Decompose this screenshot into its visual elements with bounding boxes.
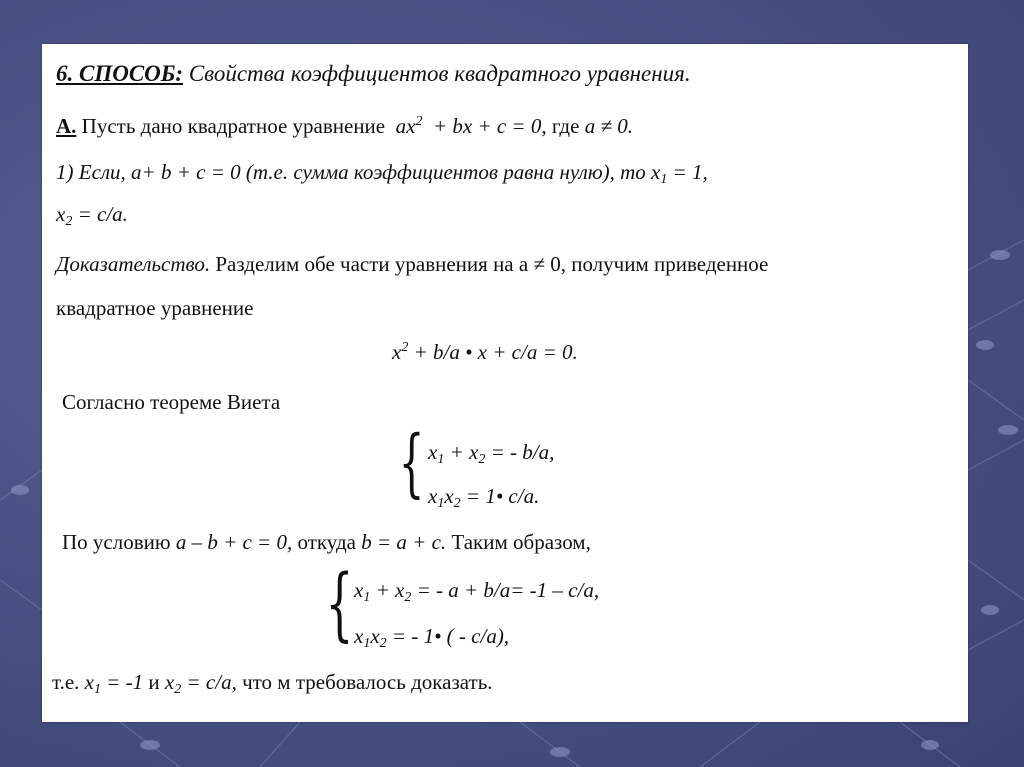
vieta-p-x1: x [428,484,438,508]
x2-value: = c/a. [72,202,128,226]
reduced-equation [392,342,578,363]
conclusion-line [52,670,493,697]
conclusion-x2-value: = c/a, [181,670,237,694]
vieta-sum-value: = - b/a, [485,440,555,464]
condition-text-3: Таким образом, [451,530,591,554]
system-brace-1: { [398,420,425,506]
sys2-sum-value: = - a + b/a= -1 – c/a, [411,578,600,602]
condition-text-1: По условию [62,530,171,554]
where-word: где [551,114,580,138]
slide-heading [56,62,691,85]
equation-rest: + bx + c = 0, [432,114,547,138]
vieta-sum [428,440,555,467]
vieta-sub1: 1 [437,452,445,467]
vieta-sub2: 2 [478,452,486,467]
vieta-plus-x2: + x [444,440,479,464]
heading-number: 6. СПОСОБ: [56,61,184,86]
slide-content-card [42,44,968,722]
vieta-p-x2: x [444,484,454,508]
vieta-intro [62,392,280,413]
rule-1-text: 1) Если, a+ b + c = 0 (т.е. сумма коэффициентов равна нулю), то x [56,160,661,184]
proof-text-2: квадратное уравнение [56,296,254,320]
condition-line [62,532,591,553]
sys2-plus-x2: + x [370,578,405,602]
sys2-p-sub2: 2 [379,636,387,651]
equation-exponent: 2 [415,114,423,129]
conclusion-te: т.е. [52,670,80,694]
rule-1-line [56,160,708,187]
proof-line-2 [56,298,253,319]
system-brace-2: { [325,557,354,650]
part-a-text: Пусть дано квадратное уравнение [81,114,386,138]
system2-product [354,624,510,651]
rule-1-tail: = 1, [667,160,708,184]
sys2-product-value: = - 1• ( - c/a), [386,624,510,648]
equation-ax: ax [395,114,416,138]
sys2-p-x2: x [370,624,380,648]
conclusion-sub1: 1 [94,682,101,697]
part-a-line [56,116,633,137]
sys2-x1: x [354,578,364,602]
vieta-intro-text: Согласно теореме Виета [62,390,281,414]
sys2-p-sub1: 1 [363,636,371,651]
condition-text-2: откуда [297,530,356,554]
vieta-p-sub1: 1 [437,496,445,511]
sys2-sub2: 2 [404,590,412,605]
conclusion-x1: x [84,670,94,694]
reduced-eq-exponent: 2 [401,340,409,355]
vieta-product-value: = 1• c/a. [460,484,540,508]
sys2-sub1: 1 [363,590,371,605]
conclusion-sub2: 2 [174,682,182,697]
conclusion-x2: x [164,670,175,694]
condition-a-nonzero: a ≠ 0. [584,114,633,138]
condition-b-value: b = a + c. [361,530,447,554]
part-a-label: А. [56,114,77,138]
proof-label: Доказательство. [56,252,211,276]
x2-subscript: 2 [65,214,73,229]
sys2-p-x1: x [354,624,364,648]
conclusion-end: что м требовалось доказать. [242,670,493,694]
x2-symbol: x [56,202,66,226]
vieta-product [428,484,540,511]
vieta-x1: x [428,440,438,464]
rule-1-x2-line [56,202,128,229]
rule-1-subscript: 1 [660,172,668,187]
vieta-p-sub2: 2 [453,496,461,511]
conclusion-x1-value: = -1 [101,670,144,694]
reduced-eq-x: x [392,340,402,364]
proof-line [56,254,768,275]
system2-sum [354,578,600,605]
condition-equation: a – b + c = 0, [175,530,293,554]
heading-title: Свойства коэффициентов квадратного уравнения. [188,61,691,86]
conclusion-and: и [148,670,160,694]
proof-text: Разделим обе части уравнения на а ≠ 0, получим приведенное [215,252,769,276]
reduced-eq-rest: + b/a • x + c/a = 0. [408,340,578,364]
